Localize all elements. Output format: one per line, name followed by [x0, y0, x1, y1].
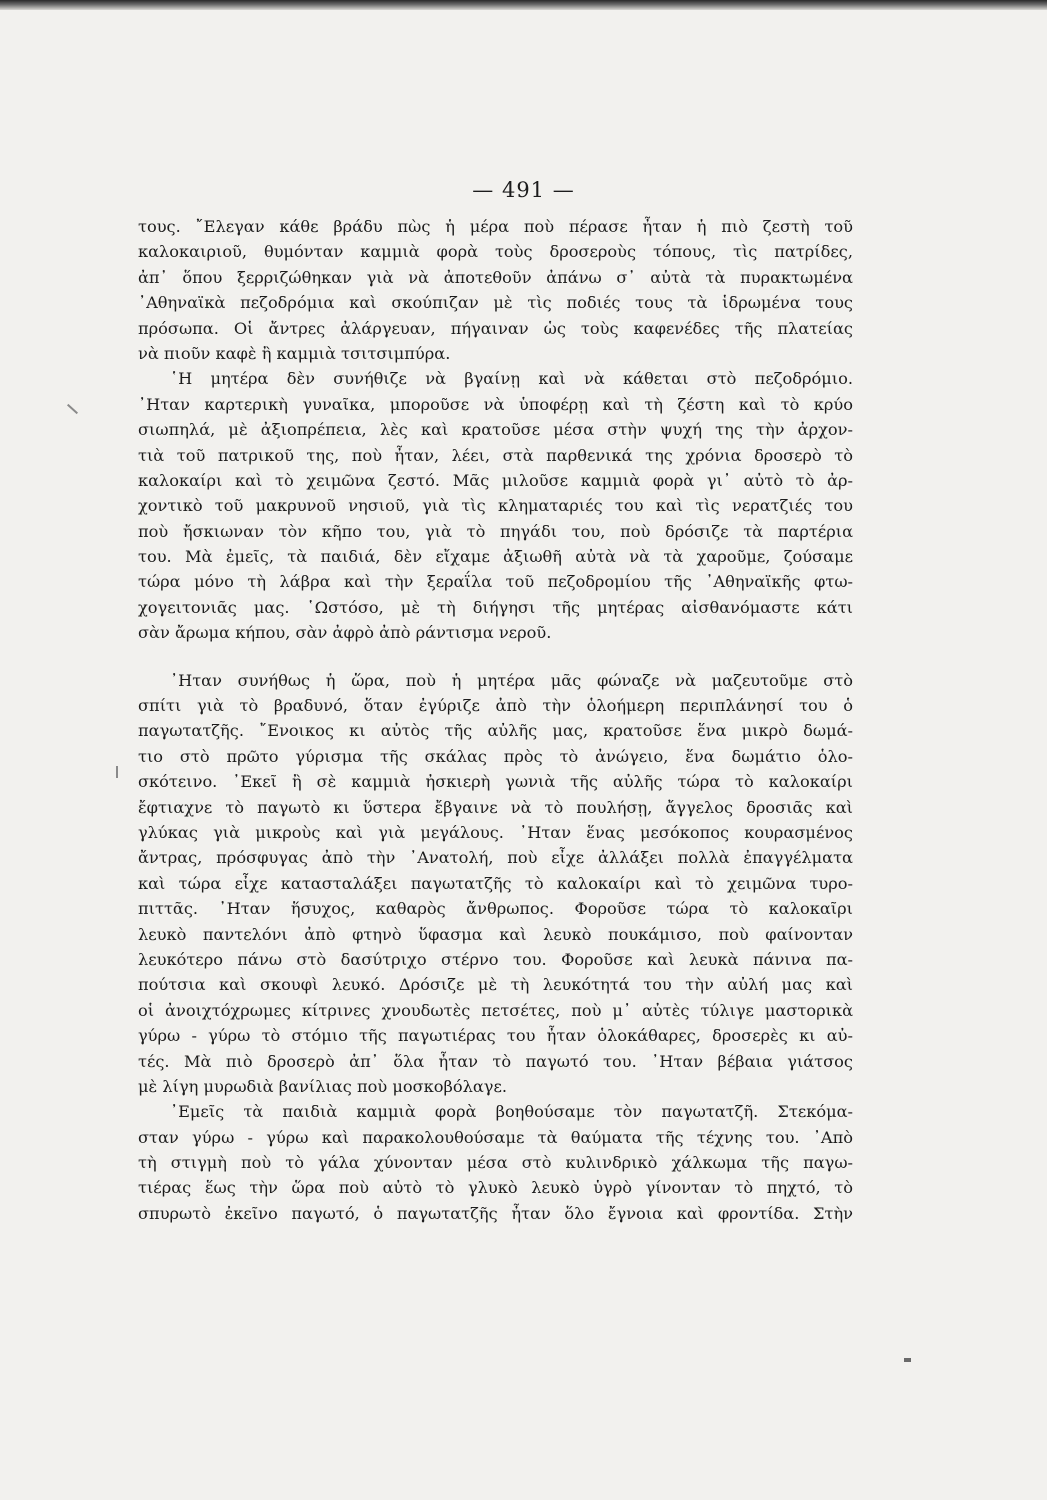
text-line: ἔφτιαχνε τὸ παγωτὸ κι ὕστερα ἔβγαινε νὰ τὸ πουλήσῃ, ἄγγελος δροσιᾶς καὶ [138, 797, 853, 817]
body-text [138, 214, 853, 1226]
text-line: μὲ λίγη μυρωδιὰ βανίλιας ποὺ μοσκοβόλαγε. [138, 1076, 508, 1096]
text-line: καλοκαιριοῦ, θυμόνταν καμμιὰ φορὰ τοὺς δροσεροὺς τόπους, τὶς πατρίδες, [138, 242, 853, 262]
text-line: οἱ ἀνοιχτόχρωμες κίτρινες χνουδωτὲς πετσέτες, ποὺ μ᾽ αὐτὲς τύλιγε μαστορικὰ [138, 1000, 853, 1020]
margin-mark [67, 404, 78, 414]
text-line: πούτσια καὶ σκουφὶ λευκό. Δρόσιζε μὲ τὴ λευκότητά του τὴν αὐλή μας καὶ [138, 975, 853, 995]
text-line: σπυρωτὸ ἐκεῖνο παγωτό, ὁ παγωτατζῆς ἦταν ὅλο ἔγνοια καὶ φροντίδα. Στὴν [138, 1203, 853, 1223]
text-line: τιο στὸ πρῶτο γύρισμα τῆς σκάλας πρὸς τὸ ἀνώγειο, ἕνα δωμάτιο ὁλο- [138, 746, 853, 766]
margin-mark [904, 1358, 911, 1362]
text-line: γύρω - γύρω τὸ στόμιο τῆς παγωτιέρας του ἦταν ὁλοκάθαρες, δροσερὲς κι αὐ- [138, 1026, 853, 1046]
text-line: ᾽Εμεῖς τὰ παιδιὰ καμμιὰ φορὰ βοηθούσαμε τὸν παγωτατζῆ. Στεκόμα- [170, 1102, 853, 1122]
text-line: ᾽Αθηναϊκὰ πεζοδρόμια καὶ σκούπιζαν μὲ τὶς ποδιές τους τὰ ἱδρωμένα τους [138, 293, 853, 313]
margin-mark [116, 766, 118, 778]
text-line: παγωτατζῆς. ῎Ενοικος κι αὐτὸς τῆς αὐλῆς μας, κρατοῦσε ἕνα μικρὸ δωμά- [138, 721, 853, 741]
text-line: σταν γύρω - γύρω καὶ παρακολουθούσαμε τὰ θαύματα τῆς τέχνης του. ᾽Απὸ [138, 1127, 853, 1147]
text-line: σπίτι γιὰ τὸ βραδυνό, ὅταν ἐγύριζε ἀπὸ τὴν ὁλοήμερη περιπλάνησί του ὁ [138, 696, 853, 716]
text-line: πρόσωπα. Οἱ ἄντρες ἀλάργευαν, πήγαιναν ὡς τοὺς καφενέδες τῆς πλατείας [138, 318, 853, 338]
scan-top-edge [0, 0, 1047, 10]
text-line: ᾽Ηταν συνήθως ἡ ὥρα, ποὺ ἡ μητέρα μᾶς φώναζε νὰ μαζευτοῦμε στὸ [170, 670, 853, 690]
text-line: τώρα μόνο τὴ λάβρα καὶ τὴν ξεραΐλα τοῦ πεζοδρομίου τῆς ᾽Αθηναϊκῆς φτω- [138, 572, 853, 592]
text-line: τους. ῎Ελεγαν κάθε βράδυ πὼς ἡ μέρα ποὺ πέρασε ἦταν ἡ πιὸ ζεστὴ τοῦ [138, 217, 853, 236]
text-line: ποὺ ἤσκιωναν τὸν κῆπο του, γιὰ τὸ πηγάδι του, ποὺ δρόσιζε τὰ παρτέρια [138, 521, 853, 541]
text-line: νὰ πιοῦν καφὲ ἢ καμμιὰ τσιτσιμπύρα. [138, 343, 451, 363]
text-line: λευκὸ παντελόνι ἀπὸ φτηνὸ ὕφασμα καὶ λευκὸ πουκάμισο, ποὺ φαίνονταν [138, 924, 853, 944]
text-line: σιωπηλά, μὲ ἀξιοπρέπεια, λὲς καὶ κρατοῦσε μέσα στὴν ψυχή της τὴν ἀρχον- [138, 420, 853, 440]
text-line: ῾Η μητέρα δὲν συνήθιζε νὰ βγαίνῃ καὶ νὰ κάθεται στὸ πεζοδρόμιο. [170, 369, 853, 389]
text-line: χογειτονιᾶς μας. ῾Ωστόσο, μὲ τὴ διήγησι τῆς μητέρας αἰσθανόμαστε κάτι [138, 597, 853, 617]
text-line: λευκότερο πάνω στὸ δασύτριχο στέρνο του. Φοροῦσε καὶ λευκὰ πάνινα πα- [138, 949, 853, 969]
text-line: χοντικὸ τοῦ μακρυνοῦ νησιοῦ, γιὰ τὶς κληματαριές του καὶ τὶς νερατζιές του [138, 496, 853, 516]
text-line: καὶ τώρα εἶχε κατασταλάξει παγωτατζῆς τὸ καλοκαίρι καὶ τὸ χειμῶνα τυρο- [138, 873, 853, 893]
text-line: τὴ στιγμὴ ποὺ τὸ γάλα χύνονταν μέσα στὸ κυλινδρικὸ χάλκωμα τῆς παγω- [138, 1153, 853, 1173]
text-line: τιέρας ἕως τὴν ὥρα ποὺ αὐτὸ τὸ γλυκὸ λευκὸ ὑγρὸ γίνονταν τὸ πηχτό, τὸ [138, 1178, 853, 1198]
text-line: σὰν ἄρωμα κήπου, σὰν ἀφρὸ ἀπὸ ράντισμα νεροῦ. [138, 623, 552, 643]
text-line: τιὰ τοῦ πατρικοῦ της, ποὺ ἦταν, λέει, στὰ παρθενικά της χρόνια δροσερὸ τὸ [138, 445, 853, 465]
text-line: του. Μὰ ἐμεῖς, τὰ παιδιά, δὲν εἴχαμε ἀξιωθῆ αὐτὰ νὰ τὰ χαροῦμε, ζούσαμε [138, 547, 853, 567]
page-number: — 491 — [472, 178, 575, 202]
text-line: ἀπ᾽ ὅπου ξερριζώθηκαν γιὰ νὰ ἀποτεθοῦν ἀπάνω σ᾽ αὐτὰ τὰ πυρακτωμένα [138, 267, 853, 287]
text-line: τές. Μὰ πιὸ δροσερὸ ἀπ᾽ ὅλα ἦταν τὸ παγωτό του. ᾽Ηταν βέβαια γιάτσος [138, 1051, 853, 1071]
text-line: πιττᾶς. ᾽Ηταν ἥσυχος, καθαρὸς ἄνθρωπος. Φοροῦσε τώρα τὸ καλοκαῖρι [138, 899, 853, 919]
text-line: ἄντρας, πρόσφυγας ἀπὸ τὴν ᾽Ανατολή, ποὺ εἶχε ἀλλάξει πολλὰ ἐπαγγέλματα [138, 848, 853, 868]
text-line: σκότεινο. ᾽Εκεῖ ἢ σὲ καμμιὰ ἠσκιερὴ γωνιὰ τῆς αὐλῆς τώρα τὸ καλοκαίρι [138, 772, 853, 792]
text-line: ᾽Ηταν καρτερικὴ γυναῖκα, μποροῦσε νὰ ὑποφέρῃ καὶ τὴ ζέστη καὶ τὸ κρύο [138, 394, 853, 414]
text-line: καλοκαίρι καὶ τὸ χειμῶνα ζεστό. Μᾶς μιλοῦσε καμμιὰ φορὰ γι᾽ αὐτὸ τὸ ἀρ- [138, 470, 853, 490]
text-line: γλύκας γιὰ μικροὺς καὶ γιὰ μεγάλους. ᾽Ηταν ἕνας μεσόκοπος κουρασμένος [138, 822, 853, 842]
paragraph-gap [138, 646, 853, 668]
